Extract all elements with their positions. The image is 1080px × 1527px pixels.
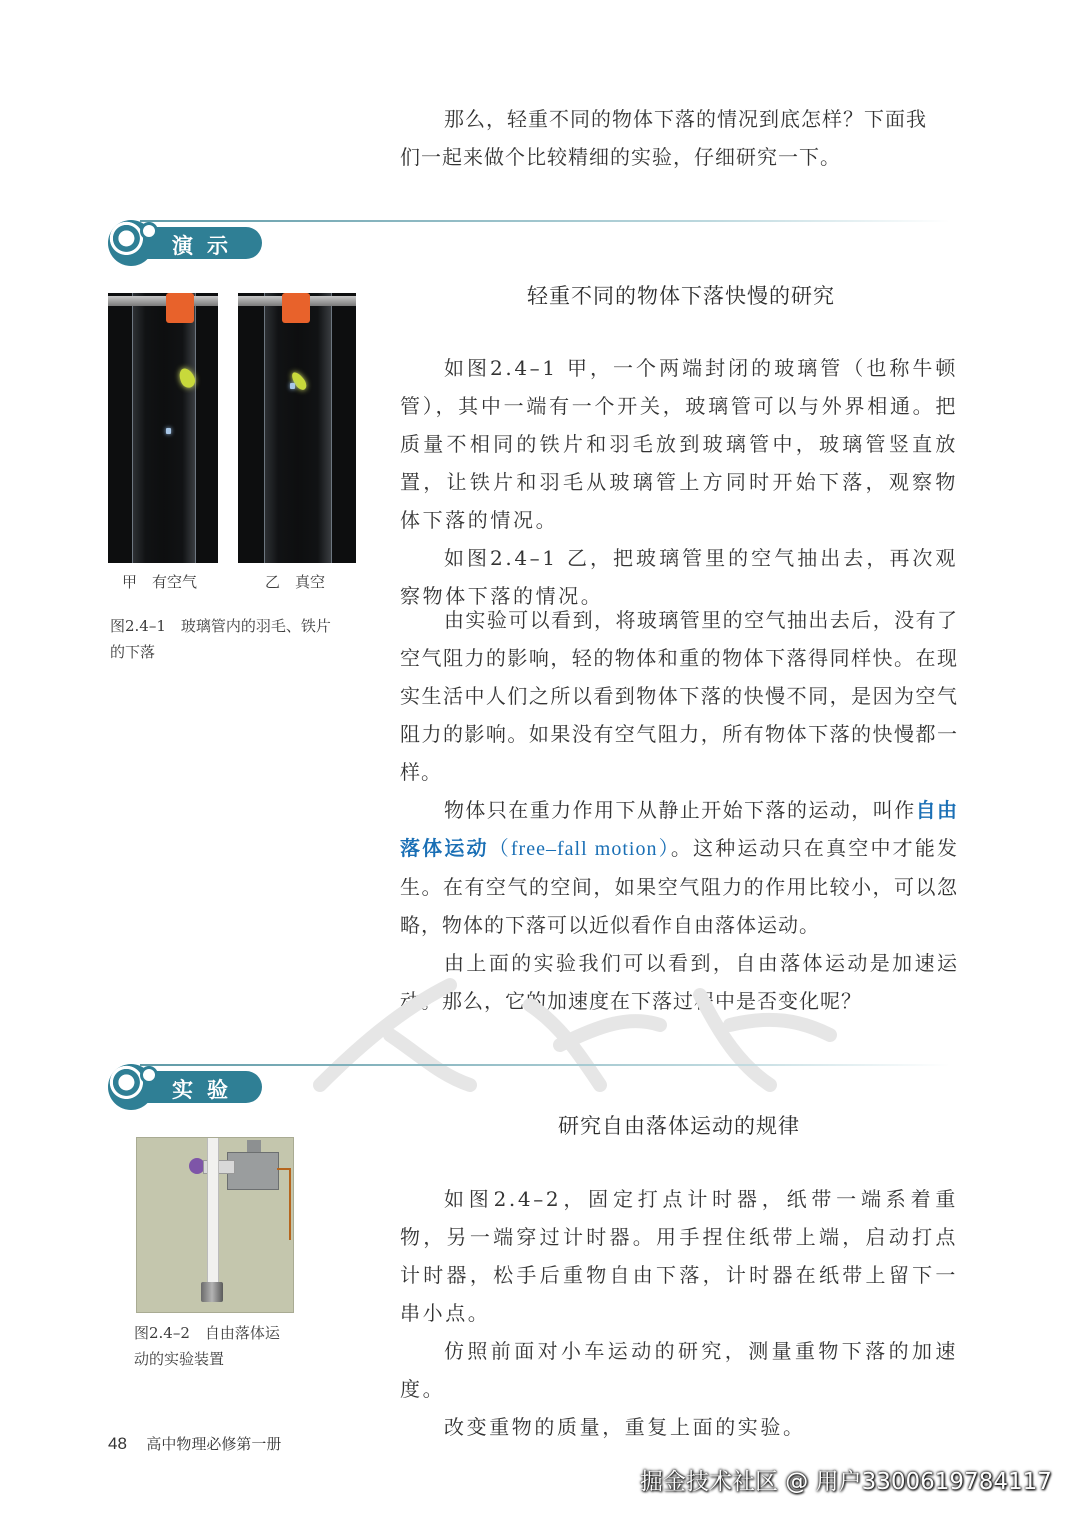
section-badge-demo [108, 220, 264, 266]
term-free-fall-english: （free–fall motion） [488, 838, 671, 860]
figure-caption-2 [134, 1320, 314, 1372]
page-footer [108, 1433, 281, 1454]
demo-paragraph-2: 如图2.4–1 乙，把玻璃管里的空气抽出去，再次观察物体下落的情况。 [400, 546, 958, 608]
page-number: 48 [108, 1434, 127, 1453]
figure-label-b: 乙 真空 [265, 573, 326, 591]
body-paragraph-4-a: 物体只在重力作用下从静止开始下落的运动，叫作 [444, 798, 916, 822]
badge-label-experiment: 实验 [172, 1078, 242, 1102]
iron-chip-mark [166, 428, 171, 434]
section-badge-experiment [108, 1064, 264, 1110]
experiment-paragraph-2: 仿照前面对小车运动的研究，测量重物下落的加速度。 [400, 1339, 958, 1401]
watermark-brush-strokes [300, 965, 860, 1105]
disc-icon [108, 1064, 154, 1110]
book-title: 高中物理必修第一册 [146, 1435, 282, 1453]
section-title-experiment: 研究自由落体运动的规律 [558, 1114, 800, 1138]
figure-caption-1-line1: 图2.4–1 玻璃管内的羽毛、铁片 [110, 617, 331, 635]
figure-caption-1 [110, 613, 370, 665]
site-watermark: 掘金技术社区 @ 用户3300619784117 [640, 1469, 1052, 1495]
figure-caption-2-line1: 图2.4–2 自由落体运 [134, 1324, 280, 1342]
body-paragraph-3: 由实验可以看到，将玻璃管里的空气抽出去后，没有了空气阻力的影响，轻的物体和重的物体下落得同样快。在现实生活中人们之所以看到物体下落的快慢不同，是因为空气阻力的影响。如果没有空气阻力，所有物体下落的快慢都一样。 [400, 608, 958, 784]
figure-caption-1-line2: 的下落 [110, 643, 156, 661]
body-paragraph-4-b: 。这种运动只在真空中才能发生。在有空气的空间，如果空气阻力的作用比较小，可以忽略，物体的下落可以近似看作自由落体运动。 [400, 836, 958, 937]
experiment-paragraph-1: 如图2.4–2，固定打点计时器，纸带一端系着重物，另一端穿过计时器。用手捏住纸带上端，启动打点计时器，松手后重物自由下落，计时器在纸带上留下一串小点。 [400, 1187, 958, 1325]
iron-chip-mark [290, 383, 295, 389]
section-experiment-body [400, 1180, 958, 1446]
intro-line-1: 那么，轻重不同的物体下落的情况到底怎样？下面我 [444, 107, 927, 131]
photo-tube-with-air [108, 293, 218, 563]
apparatus-illustration [136, 1137, 294, 1313]
figure-label-a: 甲 有空气 [122, 573, 198, 591]
disc-icon [108, 220, 154, 266]
main-body [400, 601, 958, 1020]
badge-label-demo: 演示 [172, 234, 242, 258]
figure-caption-2-line2: 动的实验装置 [134, 1350, 225, 1368]
experiment-paragraph-3: 改变重物的质量，重复上面的实验。 [444, 1415, 806, 1439]
term-free-fall: 自由落体运动 [400, 798, 959, 860]
body-paragraph-4 [400, 791, 958, 944]
body-paragraph-5: 由上面的实验我们可以看到，自由落体运动是加速运动。那么，它的加速度在下落过程中是否变化呢？ [400, 951, 958, 1013]
intro-paragraph [400, 100, 958, 176]
photo-tube-vacuum [238, 293, 356, 563]
demo-paragraph-1: 如图2.4–1 甲，一个两端封闭的玻璃管（也称牛顿管），其中一端有一个开关，玻璃管可以与外界相通。把质量不相同的铁片和羽毛放到玻璃管中，玻璃管竖直放置，让铁片和羽毛从玻璃管上方同时开始下落，观察物体下落的情况。 [400, 356, 958, 532]
section-title-demo: 轻重不同的物体下落快慢的研究 [527, 284, 835, 308]
section-demo-body [400, 349, 958, 615]
intro-line-2: 们一起来做个比较精细的实验，仔细研究一下。 [400, 145, 841, 169]
